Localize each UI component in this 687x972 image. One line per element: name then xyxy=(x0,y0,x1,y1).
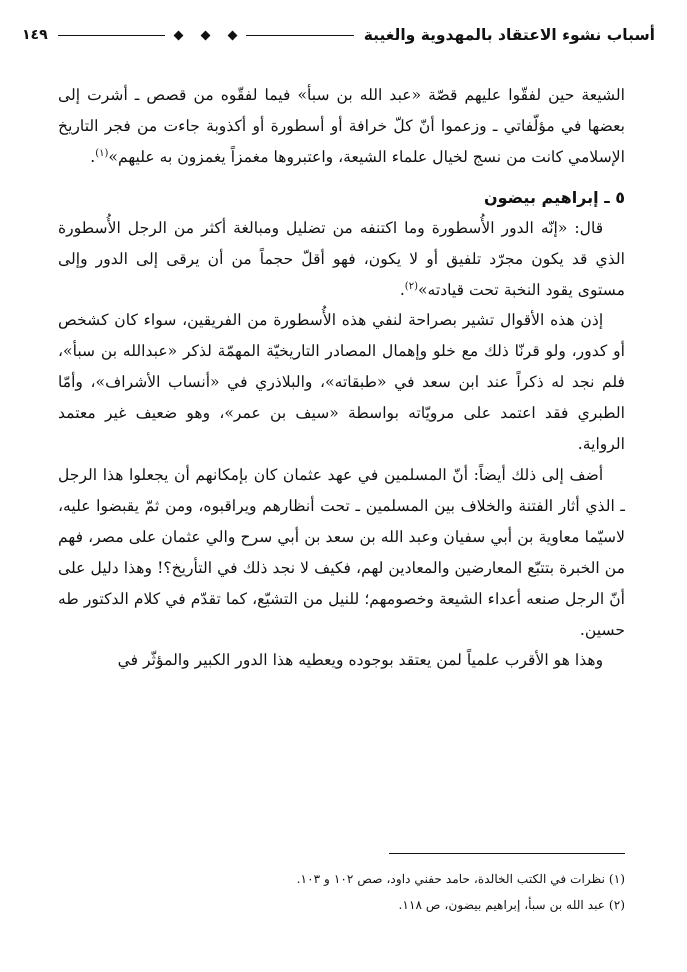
footnote: (١) نظرات في الكتب الخالدة، حامد حفني داود، صص ١٠٢ و ١٠٣. xyxy=(296,872,625,886)
page-number: ١٤٩ xyxy=(22,27,48,43)
page-header xyxy=(22,22,655,48)
paragraph: أضف إلى ذلك أيضاً: أنّ المسلمين في عهد عثمان كان بإمكانهم أن يجعلوا هذا الرجل ـ الذي أثار الفتنة والخلاف بين المسلمين ـ تحت أنظارهم ويراقبوه، ومن ثمّ يقبضوا عليه، لاسيّما معاوية بن أبي سفيان وعبد الله بن سعد بن أبي سرح والي عثمان على مصر، فهم من الخبرة بتتبّع المعارضين والمعادين لهم، فكيف لا نجد ذلك في التأريخ؟! وهذا دليل على أنّ الرجل صنعه أعداء الشيعة وخصومهم؛ للنيل من التشيّع، كما تقدّم في كلام الدكتور طه حسين. xyxy=(58,465,625,639)
header-diamond-ornament xyxy=(228,30,238,40)
paragraph-end: . xyxy=(90,147,96,166)
header-rule-line xyxy=(246,35,354,36)
section-heading: ٥ ـ إبراهيم بيضون xyxy=(483,187,625,207)
footnotes xyxy=(58,866,625,918)
body-text xyxy=(58,80,625,676)
footnote-marker: (١) xyxy=(95,147,109,159)
paragraph-quote xyxy=(58,213,625,306)
paragraph: إذن هذه الأقوال تشير بصراحة لنفي هذه الأُسطورة من الفريقين، سواء كان كشخص أو كدور، ولو قرنّا ذلك مع خلو وإهمال المصادر التاريخيّة المهمّة لذكر «عبدالله بن سبأ»، فلم نجد له ذكراً عند ابن سعد في «طبقاته»، والبلاذري في «أنساب الأشراف»، وأمّا الطبري فقد اعتمد على مرويّاته بواسطة «سيف بن عمر»، وهو ضعيف غير معتمد الرواية. xyxy=(58,311,625,454)
paragraph: وهذا هو الأقرب علمياً لمن يعتقد بوجوده ويعطيه هذا الدور الكبير والمؤثّر في xyxy=(117,651,604,670)
footnote-marker: (٢) xyxy=(404,280,418,292)
running-title: أسباب نشوء الاعتقاد بالمهدوية والغيبة xyxy=(363,26,655,44)
header-diamond-ornament xyxy=(201,30,211,40)
footnote-separator xyxy=(389,853,625,854)
header-rule-line xyxy=(58,35,166,36)
header-diamond-ornament xyxy=(174,30,184,40)
footnote: (٢) عبد الله بن سبأ، إبراهيم بيضون، ص ١١٨. xyxy=(398,898,625,912)
paragraph-text: الشيعة حين لفقّوا عليهم قصّة «عبد الله بن سبأ» فيما لفقّوه من قصص ـ أشرت إلى بعضها في مؤلّفاتي ـ وزعموا أنّ كلّ خرافة أو أسطورة أو أكذوبة جاءت من فجر التاريخ الإسلامي كانت من نسج لخيال علماء الشيعة، واعتبروها مغمزاً يغمزون به عليهم» xyxy=(58,86,625,166)
header-rule xyxy=(58,32,354,39)
paragraph-end: . xyxy=(399,280,405,299)
paragraph-text: قال: «إنّه الدور الأُسطورة وما اكتنفه من تضليل ومبالغة أكثر من الرجل الأُسطورة الذي قد يكون مجرّد تلفيق أو لا يكون، فهو أقلّ حجماً من أن يرقى إلى الدور وإلى مستوى يقود النخبة تحت قيادته» xyxy=(58,218,625,299)
paragraph-continued xyxy=(58,80,625,173)
